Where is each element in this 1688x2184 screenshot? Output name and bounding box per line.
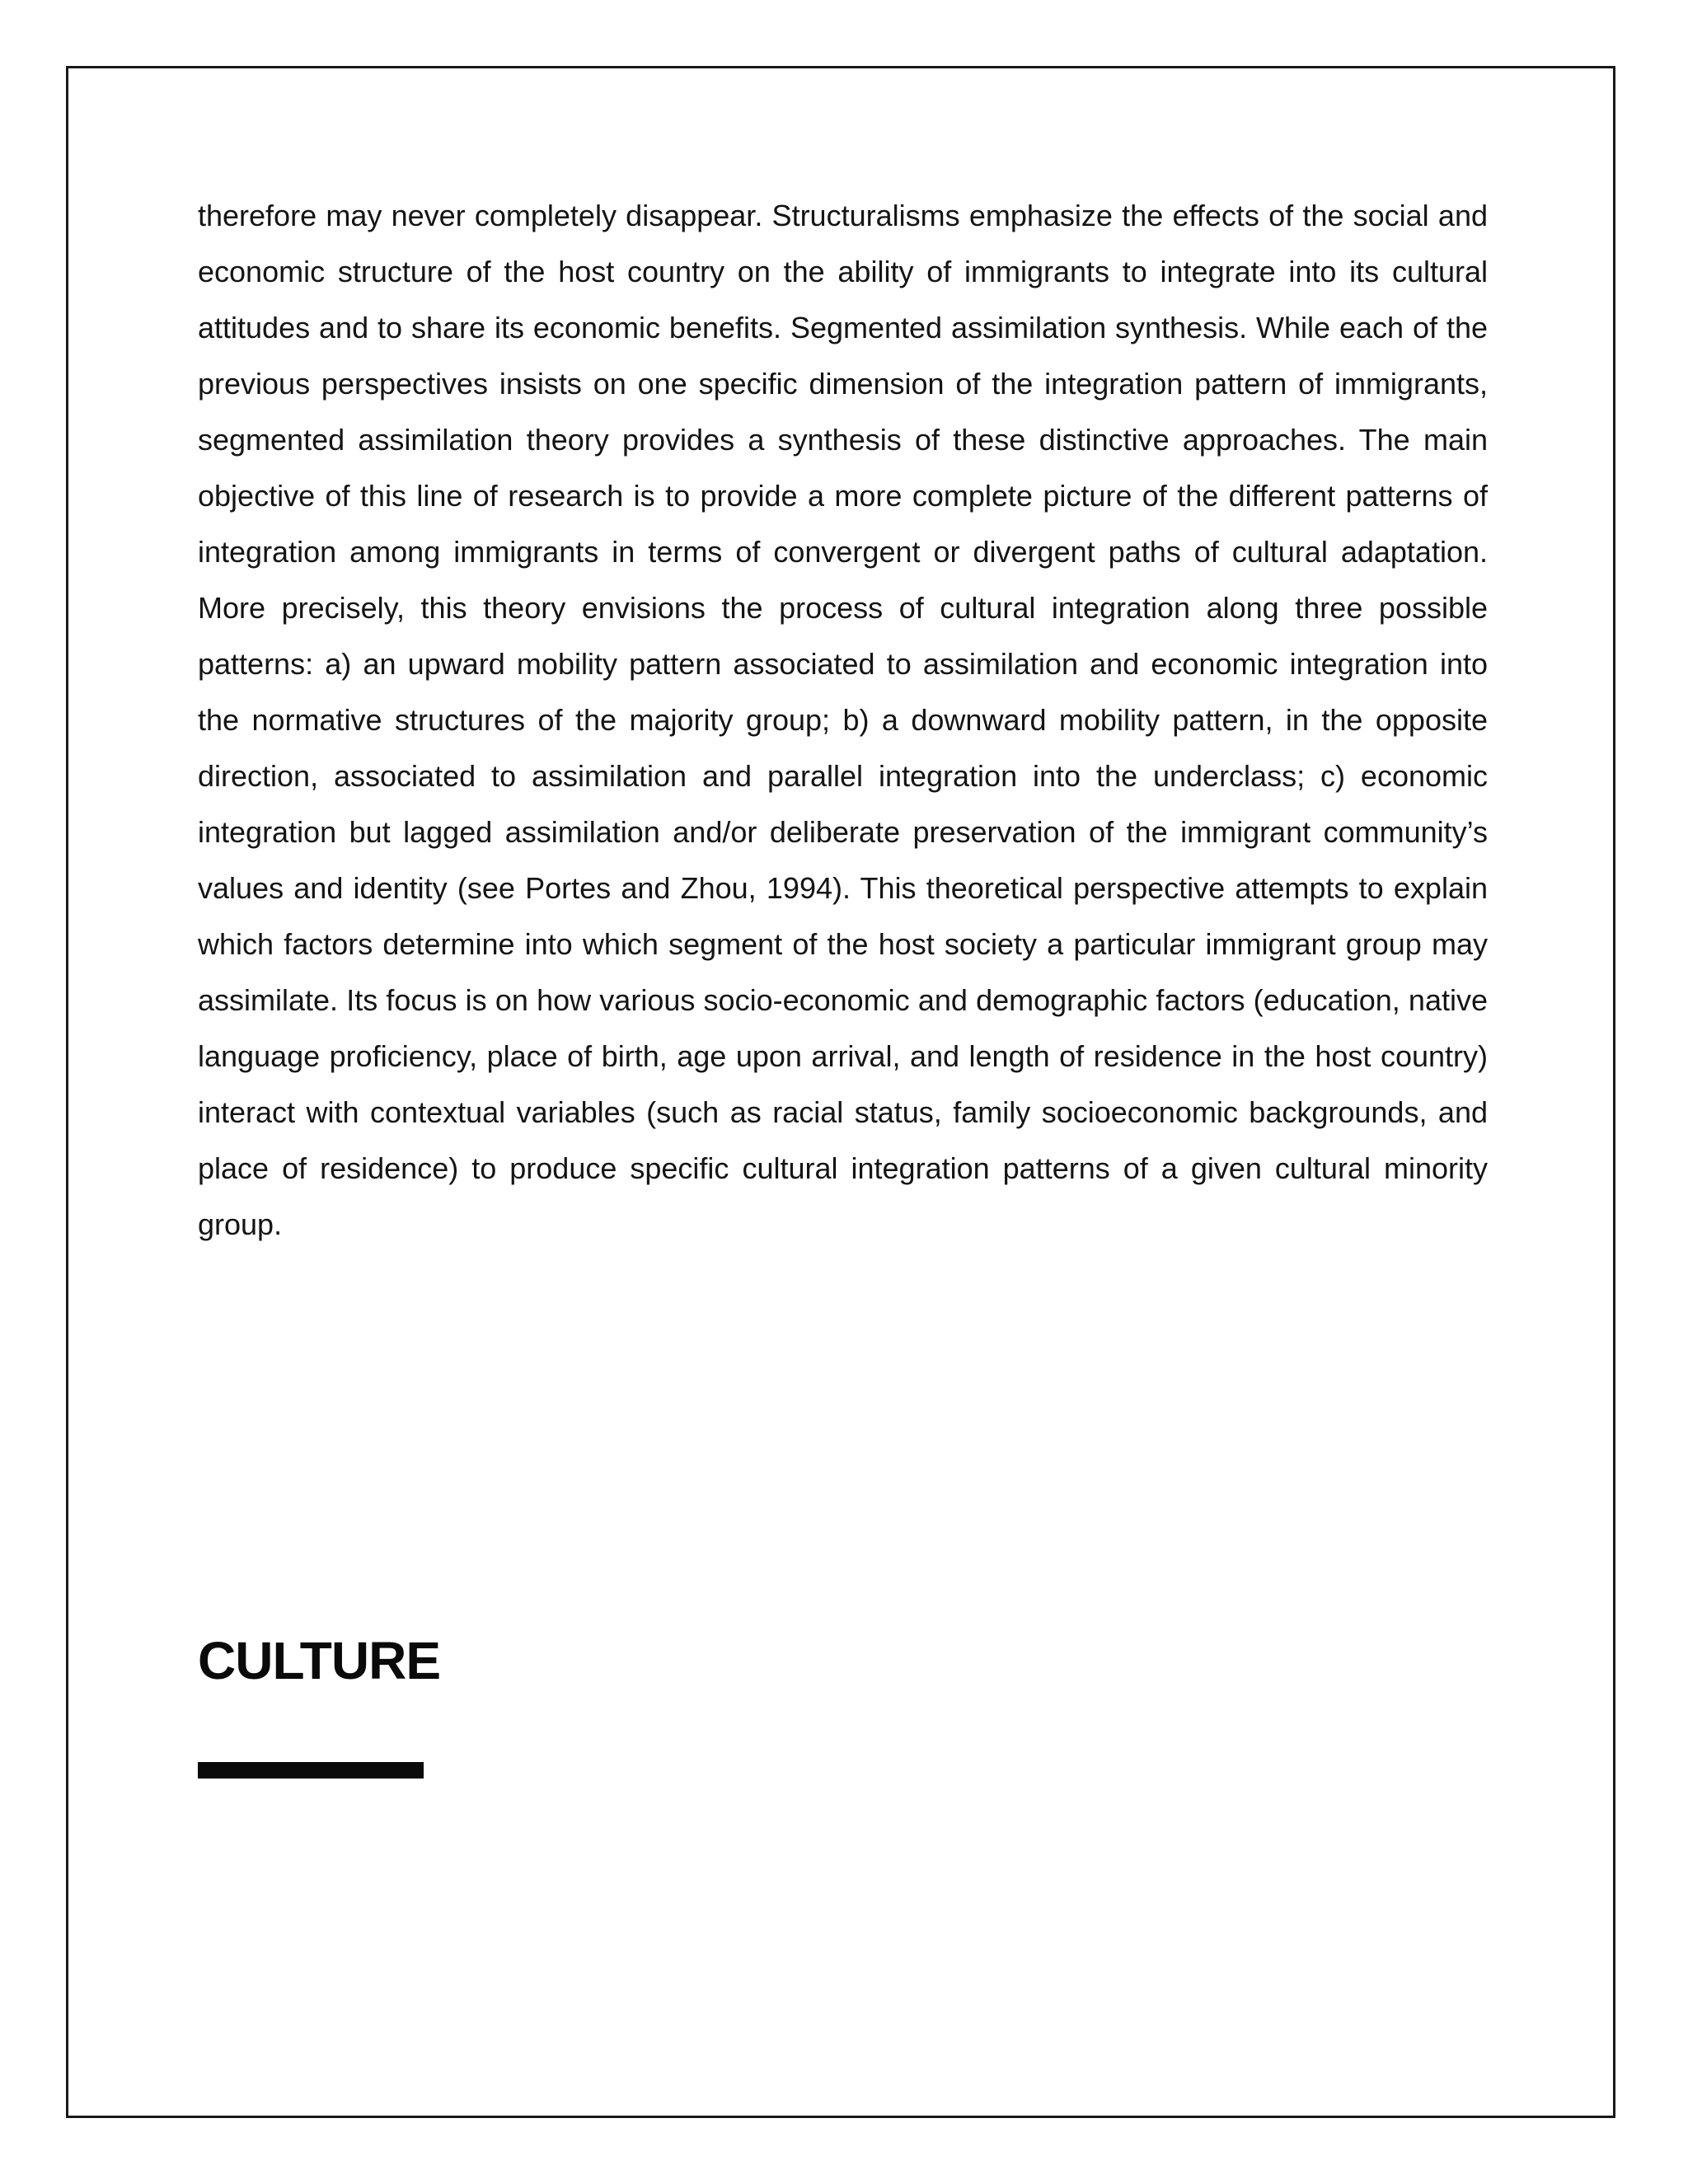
body-paragraph: therefore may never completely disappear. Structuralisms emphasize the effects of the social and economic structure of the host country on the ability of immigrants to integrate into its cultural attitudes and to share its economic benefits. Segmented assimilation synthesis. While each of the previous perspectives insists on one specific dimension of the integration pattern of immigrants, segmented assimilation theory provides a synthesis of these distinctive approaches. The main objective of this line of research is to provide a more complete picture of the different patterns of integration among immigrants in terms of convergent or divergent paths of cultural adaptation. More precisely, this theory envisions the process of cultural integration along three possible patterns: a) an upward mobility pattern associated to assimilation and economic integration into the normative structures of the majority group; b) a downward mobility pattern, in the opposite direction, associated to assimilation and parallel integration into the underclass; c) economic integration but lagged assimilation and/or deliberate preservation of the immigrant community’s values and identity (see Portes and Zhou, 1994). This theoretical perspective attempts to explain which factors determine into which segment of the host society a particular immigrant group may assimilate. Its focus is on how various socio-economic and demographic factors (education, native language proficiency, place of birth, age upon arrival, and length of residence in the host country) interact with contextual variables (such as racial status, family socioeconomic backgrounds, and place of residence) to produce specific cultural integration patterns of a given cultural minority group. <box>198 199 1488 1241</box>
section-heading: CULTURE <box>198 1631 440 1690</box>
heading-underline-bar <box>198 1762 424 1779</box>
